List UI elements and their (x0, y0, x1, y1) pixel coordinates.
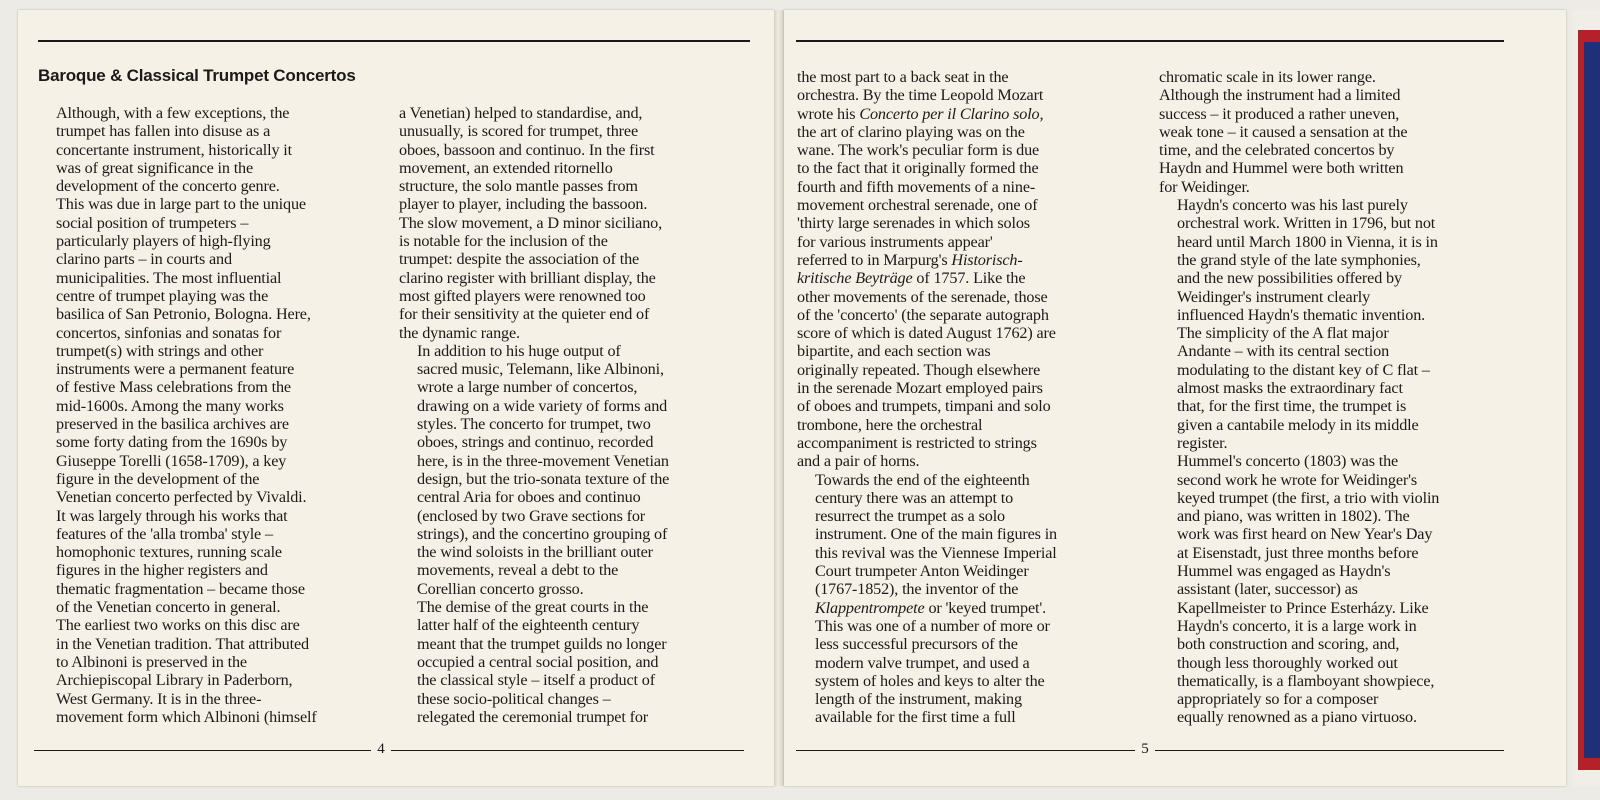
text-line: in the serenade Mozart employed pairs (797, 379, 1043, 398)
text-line: Klappentrompete or 'keyed trumpet'. (815, 598, 1047, 617)
text-line: features of the 'alla tromba' style – (56, 524, 273, 543)
top-rule (38, 40, 750, 42)
text-line: (enclosed by two Grave sections for (417, 506, 646, 525)
text-line: movement orchestral serenade, one of (797, 196, 1038, 215)
text-line: both construction and scoring, and, (1177, 635, 1400, 654)
text-line: figure in the development of the (56, 469, 260, 488)
text-line: though less thoroughly worked out (1177, 653, 1398, 672)
text-line: second work he wrote for Weidinger's (1177, 470, 1418, 489)
text-line: homophonic textures, running scale (56, 543, 282, 562)
text-line: figures in the higher registers and (56, 561, 268, 580)
text-column-2 (399, 104, 669, 726)
blue-stripe (1584, 42, 1600, 758)
text-line: Archiepiscopal Library in Paderborn, (56, 671, 293, 690)
text-line: modulating to the distant key of C flat – (1177, 360, 1430, 379)
text-line: particularly players of high-flying (56, 232, 271, 251)
text-line: 'thirty large serenades in which solos (797, 214, 1030, 233)
paragraph (797, 68, 1057, 471)
text-line: accompaniment is restricted to strings (797, 433, 1037, 452)
text-line: oboes, strings and continuo, recorded (417, 433, 654, 452)
text-line: and piano, was written in 1802). The (1177, 507, 1410, 526)
text-line: mid-1600s. Among the many works (56, 396, 284, 415)
text-line: basilica of San Petronio, Bologna. Here, (56, 305, 311, 324)
text-line: Towards the end of the eighteenth (815, 470, 1030, 489)
text-line: referred to in Marpurg's Historisch- (797, 250, 1023, 269)
text-line: less successful precursors of the (815, 635, 1018, 654)
text-line: occupied a central social position, and (417, 652, 659, 671)
text-line: Although the instrument had a limited (1159, 86, 1401, 105)
text-line: trumpet has fallen into disuse as a (56, 122, 271, 141)
text-line: trombone, here the orchestral (797, 415, 983, 434)
text-line: the classical style – itself a product of (417, 671, 655, 690)
paragraph (399, 104, 669, 342)
text-line: for Weidinger. (1159, 177, 1250, 196)
text-line: centre of trumpet playing was the (56, 286, 269, 305)
text-line: instruments were a permanent feature (56, 360, 295, 379)
page-number: 4 (371, 740, 391, 758)
text-line: meant that the trumpet guilds no longer (417, 634, 667, 653)
text-line: and the new possibilities offered by (1177, 269, 1402, 288)
text-line: relegated the ceremonial trumpet for (417, 707, 649, 726)
cover-edge (1572, 10, 1600, 786)
text-line: structure, the solo mantle passes from (399, 177, 638, 196)
text-line: Kapellmeister to Prince Esterházy. Like (1177, 598, 1429, 617)
text-line: development of the concerto genre. (56, 177, 280, 196)
text-line: orchestral work. Written in 1796, but not (1177, 214, 1436, 233)
left-page (18, 10, 774, 786)
book-gutter (774, 10, 784, 786)
text-line: the art of clarino playing was on the (797, 122, 1025, 141)
text-line: Haydn's concerto was his last purely (1177, 196, 1408, 215)
text-line: modern valve trumpet, and used a (815, 653, 1030, 672)
right-page (784, 10, 1566, 786)
text-line: The slow movement, a D minor siciliano, (399, 213, 662, 232)
page-number: 5 (1135, 740, 1155, 758)
paragraph (399, 342, 669, 598)
text-line: a Venetian) helped to standardise, and, (399, 104, 643, 122)
text-line: kritische Beyträge of 1757. Like the (797, 269, 1026, 288)
text-line: trumpet: despite the association of the (399, 250, 640, 269)
text-line: keyed trumpet (the first, a trio with violin (1177, 488, 1440, 507)
text-line: thematic fragmentation – became those (56, 579, 305, 598)
text-line: time, and the celebrated concertos by (1159, 141, 1395, 160)
text-line: available for the first time a full (815, 708, 1016, 727)
text-line: preserved in the basilica archives are (56, 415, 289, 434)
text-line: movements, reveal a debt to the (417, 561, 619, 580)
text-line: (1767-1852), the inventor of the (815, 580, 1019, 599)
text-line: wrote a large number of concertos, (417, 378, 638, 397)
text-column-3 (797, 68, 1057, 727)
text-line: in the Venetian tradition. That attributed (56, 634, 309, 653)
text-line: latter half of the eighteenth century (417, 616, 640, 635)
text-line: strings), and the concertino grouping of (417, 524, 668, 543)
text-line: styles. The concerto for trumpet, two (417, 415, 651, 434)
article-heading: Baroque & Classical Trumpet Concertos (38, 66, 356, 85)
text-line: Haydn's concerto, it is a large work in (1177, 616, 1417, 635)
text-line: West Germany. It is in the three- (56, 689, 262, 708)
text-line: here, is in the three-movement Venetian (417, 451, 669, 470)
text-line: for their sensitivity at the quieter end of (399, 305, 650, 324)
text-line: some forty dating from the 1690s by (56, 433, 288, 452)
text-line: Giuseppe Torelli (1658-1709), a key (56, 451, 287, 470)
text-line: Although, with a few exceptions, the (56, 104, 290, 122)
text-line: This was one of a number of more or (815, 616, 1050, 635)
text-line: the wind soloists in the brilliant outer (417, 543, 653, 562)
top-rule (796, 40, 1504, 42)
text-line: to Albinoni is preserved in the (56, 652, 247, 671)
text-line: these socio-political changes – (417, 689, 611, 708)
text-line: almost masks the extraordinary fact (1177, 379, 1403, 398)
text-line: movement, an extended ritornello (399, 158, 613, 177)
text-line: this revival was the Viennese Imperial (815, 543, 1057, 562)
text-line: Haydn and Hummel were both written (1159, 159, 1404, 178)
text-line: central Aria for oboes and continuo (417, 488, 641, 507)
text-line: appropriately so for a composer (1177, 690, 1379, 709)
text-line: Court trumpeter Anton Weidinger (815, 562, 1029, 581)
text-line: The earliest two works on this disc are (56, 616, 300, 635)
text-line: bipartite, and each section was (797, 342, 991, 361)
text-line: design, but the trio-sonata texture of the (417, 469, 670, 488)
text-line: to the fact that it originally formed the (797, 159, 1039, 178)
text-line: This was due in large part to the unique (56, 195, 306, 214)
text-line: success – it produced a rather uneven, (1159, 104, 1400, 123)
text-column-1 (38, 104, 317, 726)
text-line: movement form which Albinoni (himself (56, 707, 317, 726)
text-line: resurrect the trumpet as a solo (815, 507, 1005, 526)
paragraph (1159, 68, 1439, 196)
text-line: player to player, including the bassoon. (399, 195, 648, 214)
text-line: most gifted players were renowned too (399, 286, 646, 305)
text-line: Venetian concerto perfected by Vivaldi. (56, 488, 307, 507)
text-line: influenced Haydn's thematic invention. (1177, 305, 1426, 324)
text-line: Hummel was engaged as Haydn's (1177, 562, 1391, 581)
text-line: weak tone – it caused a sensation at the (1159, 122, 1408, 141)
text-line: chromatic scale in its lower range. (1159, 68, 1376, 86)
text-line: and a pair of horns. (797, 452, 920, 471)
text-line: is notable for the inclusion of the (399, 232, 608, 251)
text-line: originally repeated. Though elsewhere (797, 360, 1041, 379)
text-line: drawing on a wide variety of forms and (417, 396, 668, 415)
text-line: work was first heard on New Year's Day (1177, 525, 1433, 544)
text-line: wane. The work's peculiar form is due (797, 141, 1040, 160)
text-line: given a cantabile melody in its middle (1177, 415, 1419, 434)
text-line: unusually, is scored for trumpet, three (399, 122, 638, 141)
text-line: score of which is dated August 1762) are (797, 324, 1056, 343)
text-line: Andante – with its central section (1177, 342, 1390, 361)
text-line: sacred music, Telemann, like Albinoni, (417, 360, 664, 379)
text-line: of the 'concerto' (the separate autograph (797, 305, 1049, 324)
text-line: other movements of the serenade, those (797, 287, 1048, 306)
text-line: wrote his Concerto per il Clarino solo, (797, 104, 1044, 123)
text-line: Corellian concerto grosso. (417, 579, 584, 598)
text-line: was of great significance in the (56, 158, 254, 177)
text-line: thematically, is a flamboyant showpiece, (1177, 671, 1435, 690)
text-column-4 (1159, 68, 1439, 727)
text-line: Weidinger's instrument clearly (1177, 287, 1371, 306)
text-line: clarino register with brilliant display, the (399, 268, 656, 287)
text-line: system of holes and keys to alter the (815, 671, 1045, 690)
text-line: orchestra. By the time Leopold Mozart (797, 86, 1044, 105)
text-line: concertante instrument, historically it (56, 140, 292, 159)
text-line: the most part to a back seat in the (797, 68, 1009, 86)
paragraph (1159, 196, 1439, 452)
text-line: It was largely through his works that (56, 506, 288, 525)
text-line: clarino parts – in courts and (56, 250, 232, 269)
text-line: of the Venetian concerto in general. (56, 598, 281, 617)
paragraph (399, 598, 669, 726)
text-line: century there was an attempt to (815, 488, 1014, 507)
text-line: of oboes and trumpets, timpani and solo (797, 397, 1051, 416)
text-line: the dynamic range. (399, 323, 520, 342)
text-line: assistant (later, successor) as (1177, 580, 1358, 599)
text-line: the grand style of the late symphonies, (1177, 250, 1421, 269)
text-line: The demise of the great courts in the (417, 598, 649, 617)
text-line: at Eisenstadt, just three months before (1177, 543, 1419, 562)
text-line: Hummel's concerto (1803) was the (1177, 452, 1399, 471)
text-line: municipalities. The most influential (56, 268, 282, 287)
text-line: for various instruments appear' (797, 232, 993, 251)
text-line: register. (1177, 433, 1228, 452)
paragraph (1159, 452, 1439, 726)
text-line: social position of trumpeters – (56, 213, 249, 232)
text-line: trumpet(s) with strings and other (56, 341, 264, 360)
paragraph (797, 471, 1057, 727)
paragraph (38, 104, 317, 616)
text-line: of festive Mass celebrations from the (56, 378, 291, 397)
text-line: In addition to his huge output of (417, 341, 621, 360)
text-line: concertos, sinfonias and sonatas for (56, 323, 282, 342)
text-line: instrument. One of the main figures in (815, 525, 1058, 544)
text-line: The simplicity of the A flat major (1177, 324, 1389, 343)
text-line: length of the instrument, making (815, 690, 1022, 709)
text-line: oboes, bassoon and continuo. In the first (399, 140, 655, 159)
text-line: equally renowned as a piano virtuoso. (1177, 708, 1417, 727)
text-line: fourth and fifth movements of a nine- (797, 177, 1036, 196)
text-line: that, for the first time, the trumpet is (1177, 397, 1407, 416)
text-line: heard until March 1800 in Vienna, it is in (1177, 232, 1438, 251)
paragraph (38, 616, 317, 726)
